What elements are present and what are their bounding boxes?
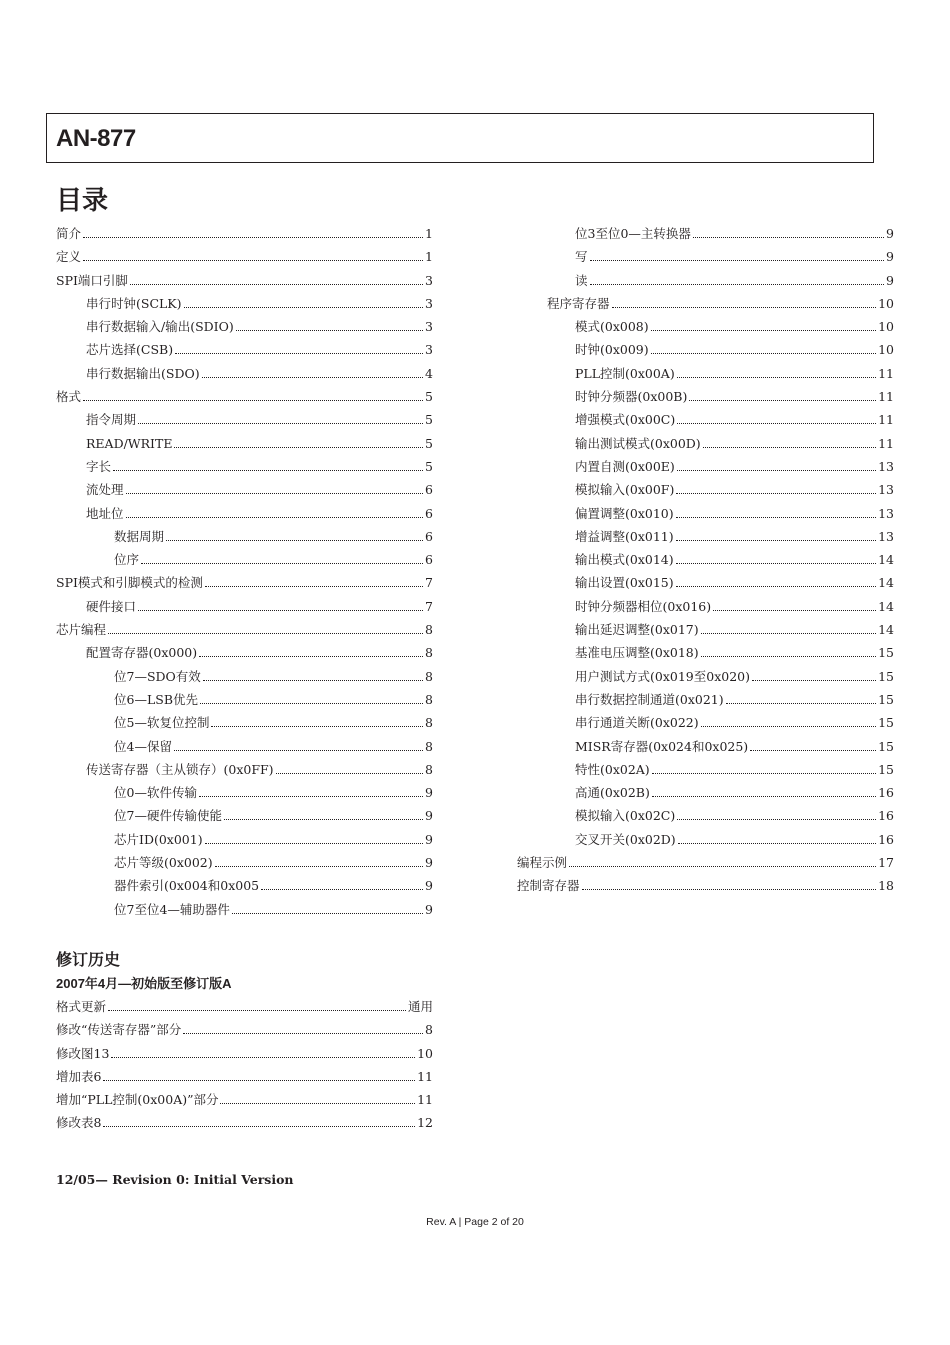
toc-entry-label: MISR寄存器(0x024和0x025): [575, 738, 749, 754]
toc-entry-page: 14: [878, 622, 894, 638]
toc-entry-page: 9: [886, 272, 894, 288]
toc-entry-label: 串行时钟(SCLK): [86, 295, 182, 311]
dot-leader: [703, 447, 876, 448]
dot-leader: [200, 703, 423, 704]
toc-entry[interactable]: [56, 548, 433, 571]
toc-entry-label: 内置自测(0x00E): [575, 458, 675, 474]
dot-leader: [108, 1010, 406, 1011]
header-box: [46, 113, 874, 163]
toc-entry-label: 位7—硬件传输使能: [114, 808, 222, 824]
dot-leader: [236, 330, 423, 331]
toc-entry-label: 读: [575, 272, 588, 288]
toc-entry-label: 数据周期: [114, 528, 165, 544]
dot-leader: [103, 1080, 415, 1081]
toc-entry[interactable]: [56, 641, 433, 664]
toc-entry-label: 修改“传送寄存器”部分: [56, 1022, 182, 1038]
toc-entry[interactable]: [517, 571, 894, 594]
revision-subtitle: 2007年4月—初始版至修订版A: [56, 976, 232, 991]
toc-entry[interactable]: [517, 711, 894, 734]
toc-entry-label: 时钟分频器(0x00B): [575, 389, 688, 405]
toc-entry-label: 编程示例: [517, 855, 568, 871]
toc-entry-label: 输出模式(0x014): [575, 552, 674, 568]
toc-entry-page: 14: [878, 598, 894, 614]
toc-entry-page: 6: [425, 528, 433, 544]
toc-entry[interactable]: [56, 665, 433, 688]
toc-entry[interactable]: [517, 781, 894, 804]
toc-entry-label: 模拟输入(0x00F): [575, 482, 675, 498]
toc-right-column: [517, 222, 894, 898]
toc-entry[interactable]: [517, 478, 894, 501]
toc-entry[interactable]: [56, 874, 433, 897]
toc-entry-label: READ/WRITE: [86, 435, 173, 451]
toc-entry-label: 芯片等级(0x002): [114, 855, 213, 871]
dot-leader: [141, 563, 423, 564]
dot-leader: [175, 353, 423, 354]
toc-entry-label: 修改图13: [56, 1045, 110, 1061]
toc-entry[interactable]: [517, 804, 894, 827]
toc-entry-page: 13: [878, 528, 894, 544]
dot-leader: [569, 866, 876, 867]
dot-leader: [108, 633, 423, 634]
toc-entry[interactable]: [517, 665, 894, 688]
toc-entry-page: 5: [425, 435, 433, 451]
toc-entry-page: 12: [417, 1115, 433, 1131]
toc-entry-label: 增加表6: [56, 1068, 102, 1084]
toc-entry-label: 定义: [56, 249, 82, 265]
dot-leader: [126, 493, 424, 494]
dot-leader: [676, 540, 876, 541]
toc-entry[interactable]: [56, 995, 433, 1018]
dot-leader: [183, 1033, 423, 1034]
old-revision-note: 12/05— Revision 0: Initial Version: [56, 1172, 294, 1187]
toc-entry-page: 3: [425, 295, 433, 311]
dot-leader: [276, 773, 423, 774]
toc-entry-page: 15: [878, 738, 894, 754]
dot-leader: [677, 470, 876, 471]
dot-leader: [130, 284, 423, 285]
toc-entry-label: 芯片编程: [56, 622, 107, 638]
toc-entry[interactable]: [517, 455, 894, 478]
toc-entry[interactable]: [517, 315, 894, 338]
toc-entry-page: 15: [878, 715, 894, 731]
toc-entry-page: 5: [425, 389, 433, 405]
dot-leader: [138, 423, 423, 424]
toc-entry-page: 8: [425, 738, 433, 754]
toc-entry-page: 9: [886, 226, 894, 241]
toc-entry-label: 模拟输入(0x02C): [575, 808, 676, 824]
toc-entry-page: 9: [425, 785, 433, 801]
toc-entry-page: 9: [886, 249, 894, 265]
dot-leader: [111, 1057, 415, 1058]
toc-entry[interactable]: [517, 548, 894, 571]
toc-entry-page: 11: [878, 365, 894, 381]
toc-entry-label: 芯片ID(0x001): [114, 831, 203, 847]
toc-entry[interactable]: [56, 595, 433, 618]
toc-entry-label: 配置寄存器(0x000): [86, 645, 198, 661]
toc-entry-page: 5: [425, 412, 433, 428]
toc-entry-label: 串行数据输入/输出(SDIO): [86, 319, 234, 335]
dot-leader: [651, 353, 876, 354]
toc-entry[interactable]: [517, 618, 894, 641]
toc-entry[interactable]: [517, 641, 894, 664]
toc-entry-page: 17: [878, 855, 894, 871]
toc-entry[interactable]: [517, 269, 894, 292]
toc-entry[interactable]: [517, 408, 894, 431]
toc-entry[interactable]: [517, 525, 894, 548]
toc-entry[interactable]: [56, 571, 433, 594]
toc-entry-page: 7: [425, 598, 433, 614]
toc-entry[interactable]: [517, 851, 894, 874]
toc-entry-page: 9: [425, 901, 433, 917]
toc-entry-label: 流处理: [86, 482, 124, 498]
toc-entry[interactable]: [56, 525, 433, 548]
toc-entry-label: 指令周期: [86, 412, 137, 428]
toc-entry-page: 3: [425, 319, 433, 335]
dot-leader: [126, 517, 424, 518]
revision-history-title: 修订历史: [56, 952, 121, 969]
dot-leader: [138, 610, 423, 611]
dot-leader: [83, 260, 423, 261]
toc-entry-label: 硬件接口: [86, 598, 137, 614]
toc-entry-page: 7: [425, 575, 433, 591]
toc-entry[interactable]: [56, 245, 433, 268]
toc-entry[interactable]: [56, 898, 433, 921]
toc-entry-page: 8: [425, 715, 433, 731]
dot-leader: [750, 750, 876, 751]
toc-entry-label: 时钟(0x009): [575, 342, 649, 358]
toc-entry-label: 时钟分频器相位(0x016): [575, 598, 712, 614]
toc-entry-page: 6: [425, 552, 433, 568]
toc-entry[interactable]: [56, 385, 433, 408]
toc-entry-page: 13: [878, 458, 894, 474]
toc-entry[interactable]: [517, 502, 894, 525]
toc-entry[interactable]: [56, 408, 433, 431]
toc-entry[interactable]: [56, 1111, 433, 1134]
toc-entry-page: 9: [425, 808, 433, 824]
dot-leader: [652, 773, 876, 774]
toc-entry[interactable]: [56, 432, 433, 455]
dot-leader: [205, 843, 423, 844]
toc-entry-label: 输出设置(0x015): [575, 575, 674, 591]
dot-leader: [224, 819, 423, 820]
toc-entry[interactable]: [56, 455, 433, 478]
toc-entry-label: 格式更新: [56, 999, 107, 1014]
toc-entry-page: 8: [425, 761, 433, 777]
toc-entry-label: 格式: [56, 389, 82, 405]
dot-leader: [590, 260, 885, 261]
toc-entry-page: 18: [878, 878, 894, 894]
toc-entry-label: 增强模式(0x00C): [575, 412, 676, 428]
toc-entry-page: 11: [878, 435, 894, 451]
toc-entry[interactable]: [56, 362, 433, 385]
revision-list: [56, 995, 433, 1135]
dot-leader: [676, 493, 876, 494]
dot-leader: [701, 633, 876, 634]
toc-entry[interactable]: [56, 828, 433, 851]
dot-leader: [220, 1103, 415, 1104]
dot-leader: [83, 400, 423, 401]
toc-entry-page: 5: [425, 458, 433, 474]
toc-entry[interactable]: [56, 1018, 433, 1041]
dot-leader: [701, 656, 876, 657]
dot-leader: [677, 819, 876, 820]
toc-entry-page: 1: [425, 249, 433, 265]
toc-entry-page: 10: [878, 319, 894, 335]
toc-entry-label: SPI模式和引脚模式的检测: [56, 575, 203, 591]
toc-entry-label: 字长: [86, 458, 112, 474]
dot-leader: [713, 610, 876, 611]
toc-entry[interactable]: [517, 874, 894, 897]
toc-entry[interactable]: [517, 828, 894, 851]
dot-leader: [612, 307, 877, 308]
toc-entry-page: 14: [878, 552, 894, 568]
toc-entry-label: 芯片选择(CSB): [86, 342, 174, 358]
dot-leader: [590, 284, 885, 285]
toc-entry-label: 位3至位0—主转换器: [575, 226, 691, 241]
toc-entry-page: 6: [425, 482, 433, 498]
dot-leader: [199, 796, 423, 797]
toc-entry[interactable]: [517, 338, 894, 361]
toc-entry-page: 13: [878, 482, 894, 498]
toc-entry-page: 15: [878, 761, 894, 777]
dot-leader: [693, 237, 884, 238]
toc-entry-label: 输出测试模式(0x00D): [575, 435, 701, 451]
toc-entry-label: 特性(0x02A): [575, 761, 650, 777]
toc-entry-label: 位5—软复位控制: [114, 715, 210, 731]
toc-entry-page: 6: [425, 505, 433, 521]
toc-entry-page: 15: [878, 668, 894, 684]
dot-leader: [677, 377, 876, 378]
toc-entry-page: 16: [878, 785, 894, 801]
toc-entry-page: 9: [425, 878, 433, 894]
toc-entry[interactable]: [517, 385, 894, 408]
toc-entry-page: 4: [425, 365, 433, 381]
toc-entry[interactable]: [517, 292, 894, 315]
dot-leader: [211, 726, 423, 727]
toc-entry-page: 15: [878, 645, 894, 661]
toc-entry-label: 程序寄存器: [547, 295, 610, 311]
toc-entry-label: 简介: [56, 226, 82, 241]
dot-leader: [83, 237, 423, 238]
toc-entry[interactable]: [517, 432, 894, 455]
toc-entry-page: 8: [425, 691, 433, 707]
toc-entry-page: 8: [425, 1022, 433, 1038]
toc-entry-page: 11: [878, 412, 894, 428]
toc-entry-label: 器件索引(0x004和0x005: [114, 878, 260, 894]
toc-entry-page: 9: [425, 831, 433, 847]
dot-leader: [676, 563, 876, 564]
dot-leader: [652, 796, 876, 797]
toc-entry[interactable]: [56, 502, 433, 525]
toc-entry-label: 位7—SDO有效: [114, 668, 201, 684]
toc-entry-label: 位4—保留: [114, 738, 172, 754]
toc-entry-page: 8: [425, 645, 433, 661]
dot-leader: [215, 866, 423, 867]
toc-entry[interactable]: [517, 688, 894, 711]
toc-entry-label: 串行数据控制通道(0x021): [575, 691, 724, 707]
dot-leader: [232, 913, 423, 914]
toc-entry-page: 3: [425, 272, 433, 288]
toc-entry-label: 增益调整(0x011): [575, 528, 674, 544]
toc-entry[interactable]: [517, 735, 894, 758]
dot-leader: [701, 726, 876, 727]
dot-leader: [203, 680, 423, 681]
toc-entry-page: 1: [425, 226, 433, 241]
toc-entry[interactable]: [56, 851, 433, 874]
toc-entry-page: 10: [878, 342, 894, 358]
toc-entry[interactable]: [517, 245, 894, 268]
toc-entry-page: 13: [878, 505, 894, 521]
dot-leader: [676, 586, 876, 587]
toc-entry[interactable]: [56, 222, 433, 245]
dot-leader: [205, 586, 423, 587]
toc-entry-label: 写: [575, 249, 588, 265]
dot-leader: [676, 517, 876, 518]
toc-entry-label: 输出延迟调整(0x017): [575, 622, 699, 638]
toc-entry-label: 增加“PLL控制(0x00A)”部分: [56, 1092, 219, 1108]
toc-entry-label: 偏置调整(0x010): [575, 505, 674, 521]
dot-leader: [582, 889, 877, 890]
dot-leader: [752, 680, 876, 681]
toc-entry-label: 串行数据输出(SDO): [86, 365, 200, 381]
toc-entry-page: 15: [878, 691, 894, 707]
dot-leader: [174, 750, 423, 751]
toc-left-column: [56, 222, 433, 921]
toc-entry-label: 交叉开关(0x02D): [575, 831, 676, 847]
toc-entry-label: 串行通道关断(0x022): [575, 715, 699, 731]
doc-id: AN-877: [56, 125, 136, 152]
toc-entry-page: 16: [878, 808, 894, 824]
toc-entry-page: 通用: [407, 999, 433, 1014]
toc-entry[interactable]: [56, 1088, 433, 1111]
toc-entry[interactable]: [56, 1042, 433, 1065]
toc-entry-label: 位6—LSB优先: [114, 691, 199, 707]
toc-entry-page: 10: [417, 1045, 433, 1061]
toc-entry-label: 传送寄存器（主从锁存）(0x0FF): [86, 761, 274, 777]
dot-leader: [166, 540, 423, 541]
toc-entry[interactable]: [56, 758, 433, 781]
toc-entry-page: 8: [425, 622, 433, 638]
toc-title: 目录: [56, 185, 109, 215]
toc-entry-page: 16: [878, 831, 894, 847]
dot-leader: [113, 470, 423, 471]
toc-entry[interactable]: [56, 292, 433, 315]
toc-entry-page: 9: [425, 855, 433, 871]
toc-entry-label: 模式(0x008): [575, 319, 649, 335]
toc-entry-label: 修改表8: [56, 1115, 102, 1131]
toc-entry-label: SPI端口引脚: [56, 272, 128, 288]
toc-entry[interactable]: [56, 1065, 433, 1088]
toc-entry-label: 位0—软件传输: [114, 785, 197, 801]
toc-entry-label: 基准电压调整(0x018): [575, 645, 699, 661]
toc-entry-page: 11: [417, 1068, 433, 1084]
toc-entry[interactable]: [517, 758, 894, 781]
toc-entry[interactable]: [517, 362, 894, 385]
toc-entry[interactable]: [56, 735, 433, 758]
toc-entry-label: PLL控制(0x00A): [575, 365, 675, 381]
toc-entry[interactable]: [56, 315, 433, 338]
toc-entry[interactable]: [517, 595, 894, 618]
toc-entry[interactable]: [56, 804, 433, 827]
dot-leader: [651, 330, 876, 331]
dot-leader: [174, 447, 423, 448]
dot-leader: [202, 377, 423, 378]
toc-entry[interactable]: [56, 618, 433, 641]
toc-entry-label: 用户测试方式(0x019至0x020): [575, 668, 750, 684]
toc-entry-label: 控制寄存器: [517, 878, 580, 894]
toc-entry-page: 8: [425, 668, 433, 684]
dot-leader: [261, 889, 423, 890]
dot-leader: [726, 703, 876, 704]
page-footer: Rev. A | Page 2 of 20: [426, 1216, 524, 1228]
toc-entry-page: 11: [417, 1092, 433, 1108]
dot-leader: [184, 307, 424, 308]
toc-entry-page: 10: [878, 295, 894, 311]
toc-entry-page: 3: [425, 342, 433, 358]
dot-leader: [677, 423, 876, 424]
dot-leader: [103, 1126, 415, 1127]
toc-entry-label: 位序: [114, 552, 140, 568]
toc-entry[interactable]: [517, 222, 894, 245]
toc-entry[interactable]: [56, 269, 433, 292]
toc-entry[interactable]: [56, 338, 433, 361]
toc-entry[interactable]: [56, 711, 433, 734]
toc-entry-page: 11: [878, 389, 894, 405]
toc-entry-label: 地址位: [86, 505, 124, 521]
toc-entry[interactable]: [56, 781, 433, 804]
toc-entry-page: 14: [878, 575, 894, 591]
toc-entry-label: 位7至位4—辅助器件: [114, 901, 230, 917]
toc-entry[interactable]: [56, 688, 433, 711]
toc-entry[interactable]: [56, 478, 433, 501]
toc-entry-label: 高通(0x02B): [575, 785, 650, 801]
dot-leader: [689, 400, 876, 401]
dot-leader: [678, 843, 876, 844]
dot-leader: [199, 656, 423, 657]
